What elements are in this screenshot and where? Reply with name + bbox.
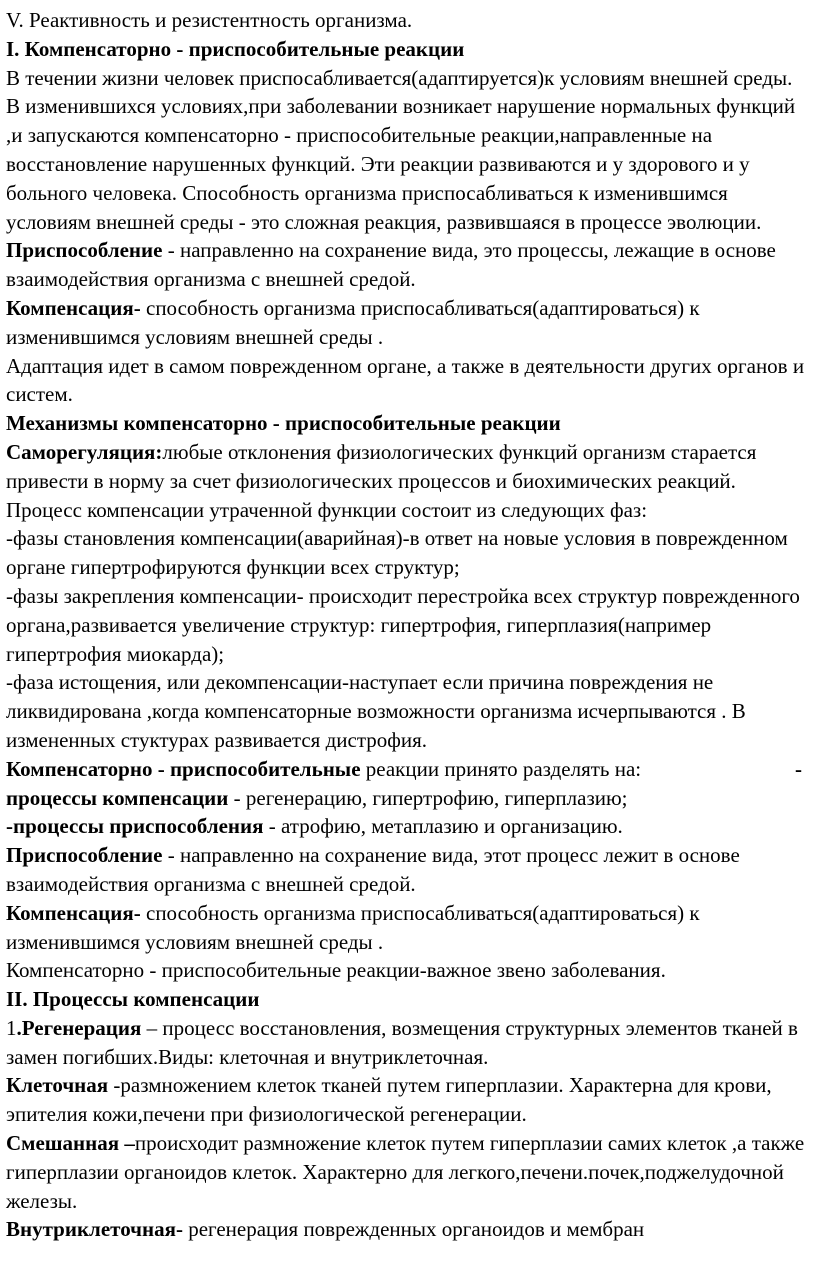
adaptation-processes: -процессы приспособления - атрофию, метаплазию и организацию. xyxy=(6,814,623,839)
section-heading-v: V. Реактивность и резистентность организма. xyxy=(6,8,413,32)
adaptation-paragraph: Адаптация идет в самом поврежденном органе, а также в деятельности других органов и систем. xyxy=(6,353,805,407)
phase-exhaustion: -фаза истощения, или декомпенсации-наступает если причина повреждения не ликвидирована ,когда компенсаторные возможности организма исчерпываются . В измененных стуктурах развивается дистрофия. xyxy=(6,670,746,752)
definition-compensation-repeat: Компенсация- способность организма приспосабливаться(адаптироваться) к изменившимся условиям внешней среды . xyxy=(6,900,700,954)
compensation-processes: процессы компенсации - регенерацию, гипертрофию, гиперплазию; xyxy=(6,785,628,810)
definition-self-regulation: Саморегуляция:любые отклонения физиологических функций организм старается привести в норму за счет физиологических процессов и биохимических реакций. xyxy=(6,439,757,493)
phase-consolidation: -фазы закрепления компенсации- происходит перестройка всех структур поврежденного органа,развивается увеличение структур: гипертрофия, гиперплазия(например гипертрофия миокарда); xyxy=(6,583,800,666)
section-heading-ii: II. Процессы компенсации xyxy=(6,987,260,1012)
regeneration-paragraph: 1.Регенерация – процесс восстановления, возмещения структурных элементов тканей в замен погибших.Виды: клеточная и внутриклеточная. xyxy=(6,1015,798,1069)
intracellular-regeneration: Внутриклеточная- регенерация поврежденных органоидов и мембран xyxy=(6,1217,645,1242)
definition-compensation: Компенсация- способность организма приспосабливаться(адаптироваться) к изменившимся условиям внешней среды . xyxy=(6,295,700,349)
definition-adaptation-repeat: Приспособление - направленно на сохранение вида, этот процесс лежит в основе взаимодействия организма с внешней средой. xyxy=(6,843,740,896)
definition-adaptation: Приспособление - направленно на сохранение вида, это процессы, лежащие в основе взаимодействия организма с внешней средой. xyxy=(6,238,776,292)
intro-paragraph: В течении жизни человек приспосабливается(адаптируется)к условиям внешней среды. В изменившихся условиях,при заболевании возникает нарушение нормальных функций ,и запускаются компенсаторно - приспособительные реакции,направленные на восстановление нарушенных функций. Эти реакции развиваются и у здорового и у больного человека. Способность организма приспосабливаться к изменившимся условиям внешней среды - это сложная реакция, развившаяся в процессе эволюции. xyxy=(6,65,796,234)
disease-link-paragraph: Компенсаторно - приспособительные реакции-важное звено заболевания. xyxy=(6,958,666,983)
cellular-regeneration: Клеточная -размножением клеток тканей путем гиперплазии. Характерна для крови, эпителия кожи,печени при физиологической регенерации. xyxy=(6,1073,772,1127)
classification-paragraph: - Компенсаторно - приспособительные реакции принято разделять на: xyxy=(6,756,802,781)
section-heading-i: I. Компенсаторно - приспособительные реакции xyxy=(6,36,465,61)
phases-intro: Процесс компенсации утраченной функции состоит из следующих фаз: xyxy=(6,497,648,522)
mixed-regeneration: Смешанная –происходит размножение клеток путем гиперплазии самих клеток ,а также гиперплазии органоидов клеток. Характерно для легкого,печени.почек,поджелудочной железы. xyxy=(6,1131,805,1213)
phase-formation: -фазы становления компенсации(аварийная)-в ответ на новые условия в поврежденном органе гипертрофируются функции всех структур; xyxy=(6,526,788,580)
mechanisms-heading: Механизмы компенсаторно - приспособительные реакции xyxy=(6,411,561,436)
